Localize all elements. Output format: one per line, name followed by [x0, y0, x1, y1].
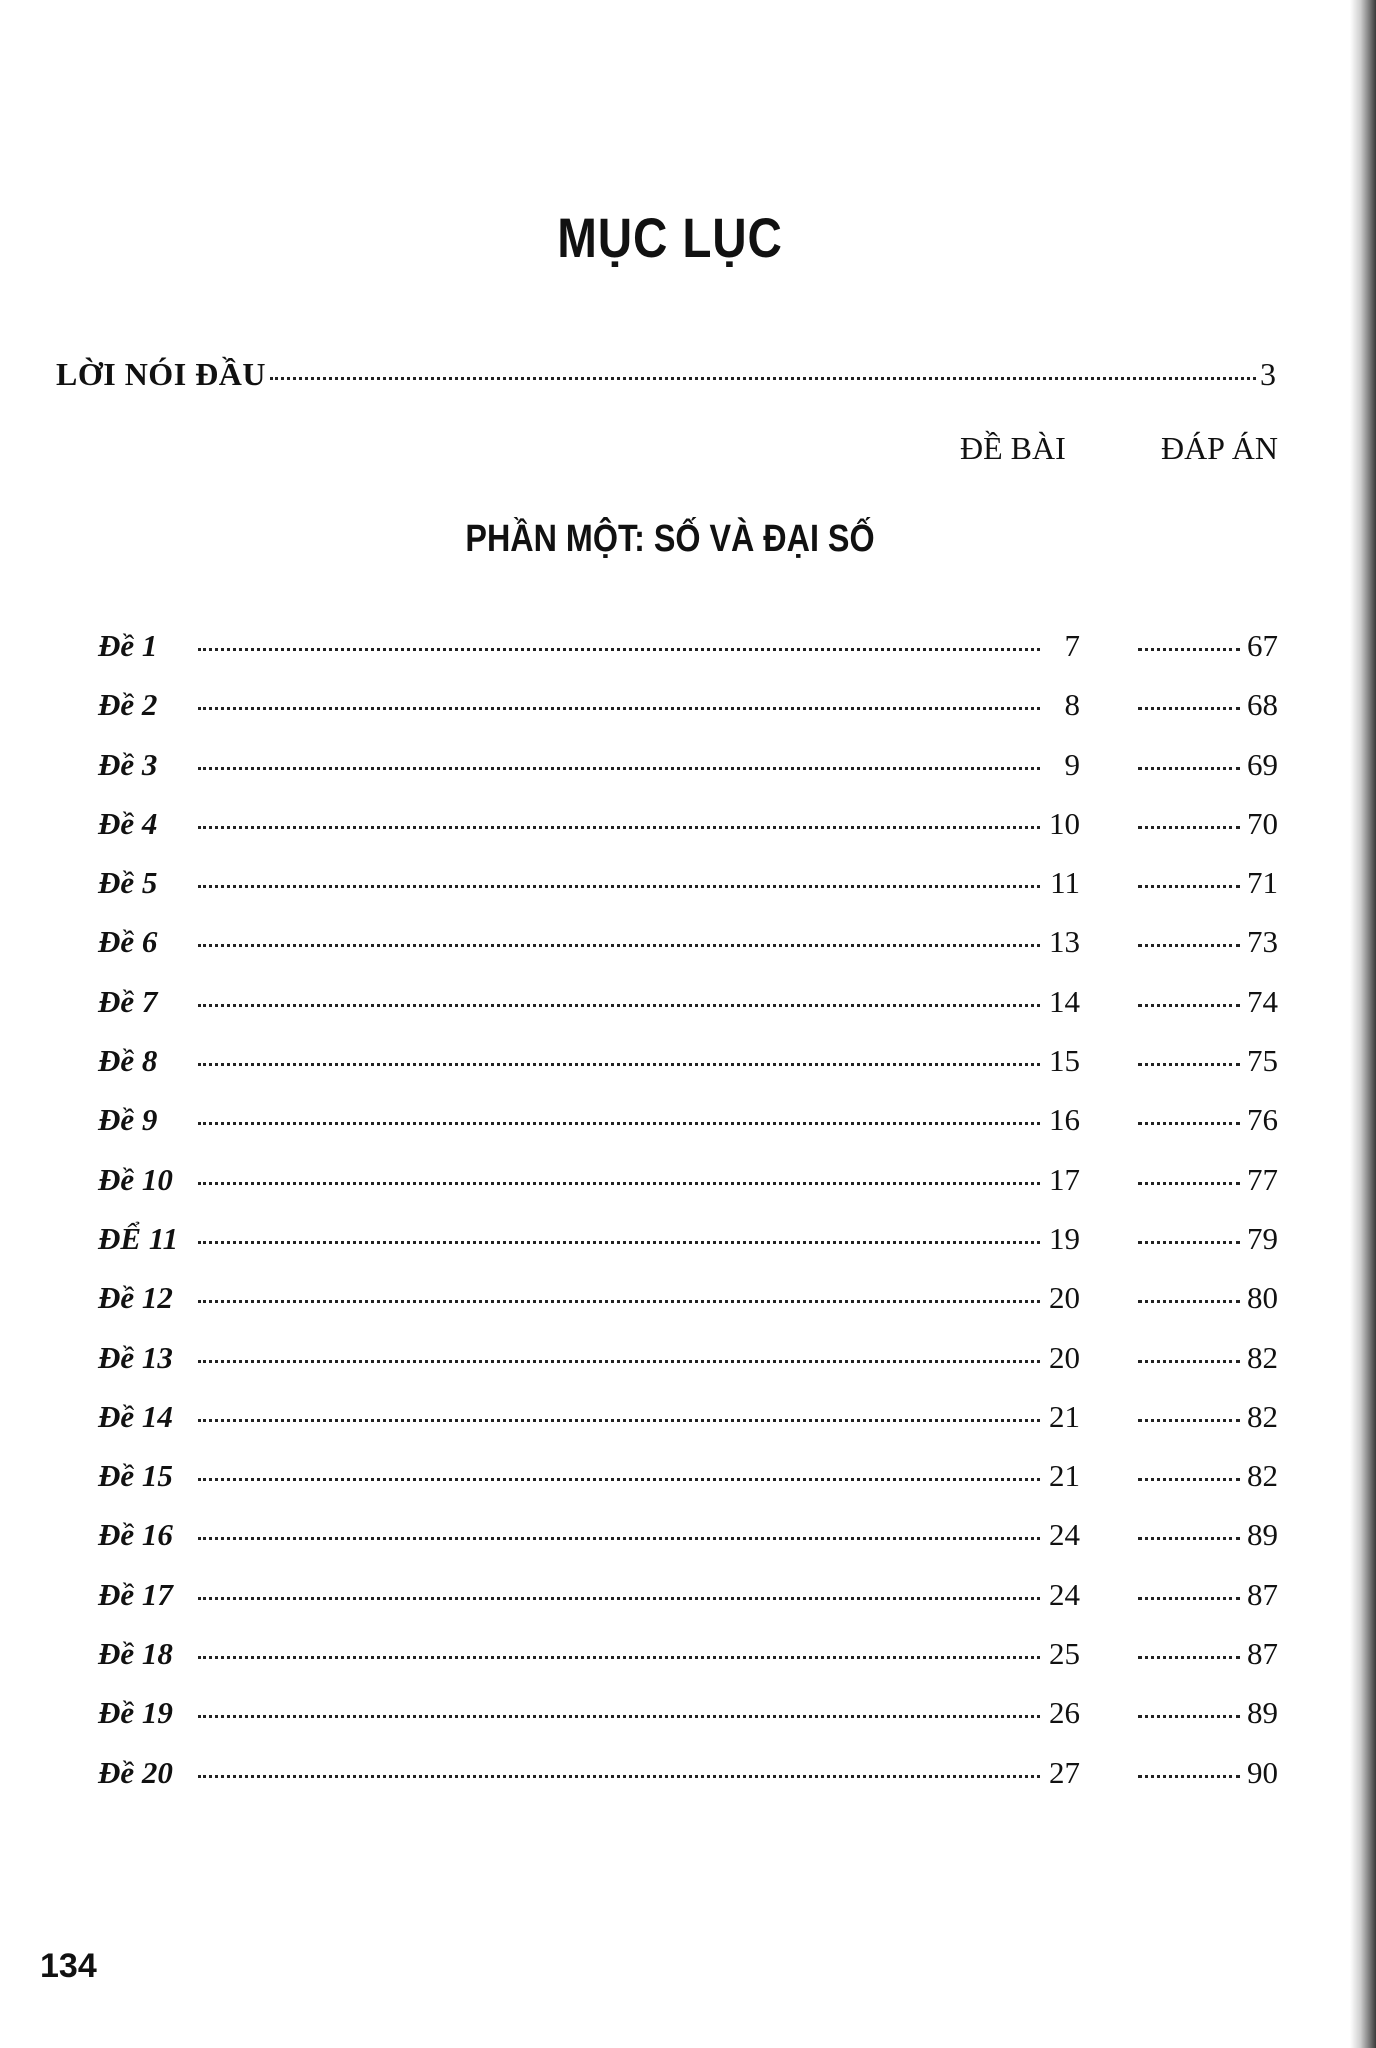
problem-page: 9	[1064, 746, 1080, 782]
preface-label: LỜI NÓI ĐẦU	[56, 356, 266, 392]
answer-dot-leader	[1138, 1300, 1240, 1303]
problem-page: 21	[1049, 1458, 1080, 1494]
dot-leader	[198, 1182, 1040, 1185]
entry-name: Đề 16	[98, 1517, 173, 1553]
dot-leader	[198, 1537, 1040, 1540]
problem-page: 20	[1049, 1280, 1080, 1316]
dot-leader	[198, 1478, 1040, 1481]
answer-page: 68	[1247, 687, 1278, 723]
answer-page: 73	[1247, 924, 1278, 960]
toc-entry[interactable]	[98, 1755, 1278, 1814]
answer-dot-leader	[1138, 1241, 1240, 1244]
entry-name: Đề 15	[98, 1458, 173, 1494]
dot-leader	[198, 1063, 1040, 1066]
entry-name: Đề 10	[98, 1161, 173, 1197]
entry-name: Đề 14	[98, 1398, 173, 1434]
column-headers	[960, 430, 1278, 467]
toc-entry[interactable]	[98, 1458, 1278, 1517]
toc-entry[interactable]	[98, 1221, 1278, 1280]
toc-entry[interactable]	[98, 1399, 1278, 1458]
dot-leader	[198, 707, 1040, 710]
answer-page: 82	[1247, 1339, 1278, 1375]
toc-entry[interactable]	[98, 687, 1278, 746]
answer-dot-leader	[1138, 648, 1240, 651]
answer-dot-leader	[1138, 707, 1240, 710]
answer-page: 77	[1247, 1161, 1278, 1197]
answer-page: 80	[1247, 1280, 1278, 1316]
answer-dot-leader	[1138, 826, 1240, 829]
problem-page: 20	[1049, 1339, 1080, 1375]
problem-page: 21	[1049, 1398, 1080, 1434]
entry-name: Đề 7	[98, 983, 158, 1019]
problem-page: 24	[1049, 1576, 1080, 1612]
problem-page: 14	[1049, 983, 1080, 1019]
toc-entry[interactable]	[98, 1102, 1278, 1161]
entry-name: Đề 4	[98, 805, 158, 841]
dot-leader	[198, 1597, 1040, 1600]
answer-dot-leader	[1138, 1537, 1240, 1540]
entry-name: Đề 6	[98, 924, 158, 960]
dot-leader	[198, 885, 1040, 888]
answer-dot-leader	[1138, 1715, 1240, 1718]
page-title: MỤC LỤC	[557, 206, 783, 269]
entry-name: Đề 5	[98, 865, 158, 901]
problem-page: 15	[1049, 1043, 1080, 1079]
problem-page: 13	[1049, 924, 1080, 960]
dot-leader	[198, 1656, 1040, 1659]
entry-name: Đề 12	[98, 1280, 173, 1316]
toc-entry[interactable]	[98, 628, 1278, 687]
entry-name: Đề 2	[98, 687, 158, 723]
problems-column-header: ĐỀ BÀI	[960, 430, 1066, 466]
answer-dot-leader	[1138, 1775, 1240, 1778]
problem-page: 27	[1049, 1754, 1080, 1790]
preface-page: 3	[1260, 356, 1276, 392]
answer-dot-leader	[1138, 1182, 1240, 1185]
answer-dot-leader	[1138, 1597, 1240, 1600]
dot-leader	[198, 1775, 1040, 1778]
toc-entry[interactable]	[98, 747, 1278, 806]
answer-page: 89	[1247, 1695, 1278, 1731]
page-number: 134	[40, 1947, 97, 1985]
answer-dot-leader	[1138, 1360, 1240, 1363]
toc-entry[interactable]	[98, 924, 1278, 983]
answer-page: 82	[1247, 1458, 1278, 1494]
entry-name: Đề 13	[98, 1339, 173, 1375]
answer-page: 70	[1247, 805, 1278, 841]
problem-page: 24	[1049, 1517, 1080, 1553]
problem-page: 16	[1049, 1102, 1080, 1138]
problem-page: 10	[1049, 805, 1080, 841]
entry-name: Đề 1	[98, 628, 158, 663]
preface-entry[interactable]	[56, 356, 1276, 393]
toc-entry[interactable]	[98, 865, 1278, 924]
answer-page: 76	[1247, 1102, 1278, 1138]
entry-name: Đề 18	[98, 1636, 173, 1672]
problem-page: 25	[1049, 1636, 1080, 1672]
toc-entry[interactable]	[98, 1517, 1278, 1576]
toc-entry[interactable]	[98, 1280, 1278, 1339]
dot-leader	[198, 1715, 1040, 1718]
toc-entry[interactable]	[98, 1695, 1278, 1754]
problem-page: 11	[1050, 865, 1080, 901]
answer-page: 69	[1247, 746, 1278, 782]
answer-page: 75	[1247, 1043, 1278, 1079]
answer-dot-leader	[1138, 1656, 1240, 1659]
answer-page: 89	[1247, 1517, 1278, 1553]
answer-page: 67	[1247, 628, 1278, 663]
answer-dot-leader	[1138, 1478, 1240, 1481]
dot-leader	[198, 1122, 1040, 1125]
answer-page: 79	[1247, 1220, 1278, 1256]
dot-leader	[198, 826, 1040, 829]
answer-dot-leader	[1138, 767, 1240, 770]
toc-entry[interactable]	[98, 1636, 1278, 1695]
answer-page: 82	[1247, 1398, 1278, 1434]
answer-dot-leader	[1138, 885, 1240, 888]
entry-name: Đề 8	[98, 1043, 158, 1079]
toc-entry[interactable]	[98, 1340, 1278, 1399]
dot-leader	[198, 648, 1040, 651]
entry-name: Đề 19	[98, 1695, 173, 1731]
problem-page: 7	[1064, 628, 1080, 663]
dot-leader	[198, 767, 1040, 770]
problem-page: 8	[1064, 687, 1080, 723]
answers-column-header: ĐÁP ÁN	[1160, 430, 1278, 466]
problem-page: 26	[1049, 1695, 1080, 1731]
answer-dot-leader	[1138, 1004, 1240, 1007]
section-title: PHẦN MỘT: SỐ VÀ ĐẠI SỐ	[465, 518, 875, 560]
dot-leader	[198, 1360, 1040, 1363]
answer-page: 74	[1247, 983, 1278, 1019]
entry-name: ĐỂ 11	[98, 1220, 179, 1256]
page-binding-edge	[1350, 0, 1376, 2048]
toc-entry[interactable]	[98, 806, 1278, 865]
answer-page: 71	[1247, 865, 1278, 901]
entry-name: Đề 17	[98, 1576, 173, 1612]
problem-page: 17	[1049, 1161, 1080, 1197]
toc-list	[98, 628, 1278, 1814]
answer-page: 87	[1247, 1636, 1278, 1672]
answer-dot-leader	[1138, 1122, 1240, 1125]
answer-page: 87	[1247, 1576, 1278, 1612]
answer-dot-leader	[1138, 1063, 1240, 1066]
toc-entry[interactable]	[98, 1577, 1278, 1636]
toc-entry[interactable]	[98, 984, 1278, 1043]
answer-dot-leader	[1138, 944, 1240, 947]
toc-entry[interactable]	[98, 1043, 1278, 1102]
entry-name: Đề 3	[98, 746, 158, 782]
dot-leader	[198, 1419, 1040, 1422]
problem-page: 19	[1049, 1220, 1080, 1256]
answer-page: 90	[1247, 1754, 1278, 1790]
answer-dot-leader	[1138, 1419, 1240, 1422]
dot-leader	[270, 377, 1256, 380]
dot-leader	[198, 944, 1040, 947]
dot-leader	[198, 1241, 1040, 1244]
dot-leader	[198, 1004, 1040, 1007]
entry-name: Đề 20	[98, 1754, 173, 1790]
dot-leader	[198, 1300, 1040, 1303]
toc-entry[interactable]	[98, 1162, 1278, 1221]
entry-name: Đề 9	[98, 1102, 158, 1138]
